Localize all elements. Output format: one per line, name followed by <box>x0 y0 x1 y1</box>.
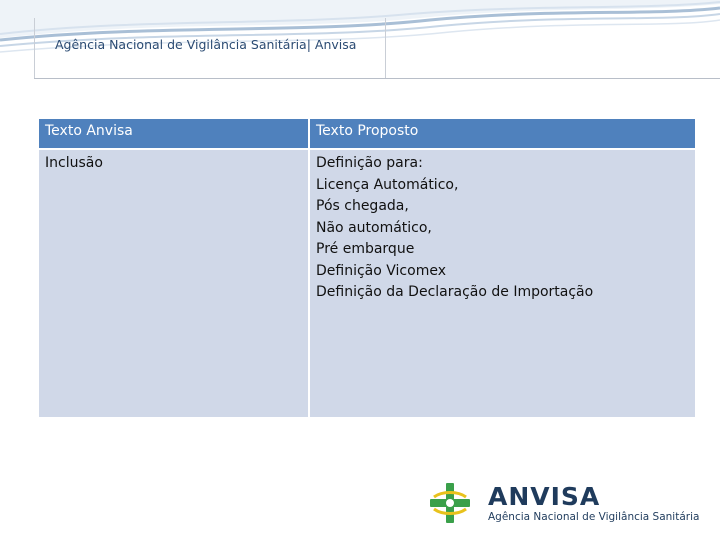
header-divider <box>34 78 720 79</box>
table-header-row <box>38 118 696 149</box>
cell-proposto-line: Definição para: <box>316 155 423 171</box>
cell-proposto-line: Definição Vicomex <box>316 262 446 279</box>
cell-anvisa <box>38 149 309 418</box>
table-header-proposto: Texto Proposto <box>309 118 696 149</box>
comparison-table <box>37 117 697 419</box>
logo-wordmark: ANVISA <box>488 482 601 511</box>
page-header-title: Agência Nacional de Vigilância Sanitária| Anvisa <box>55 37 357 52</box>
cell-proposto-line: Definição da Declaração de Importação <box>316 284 594 300</box>
anvisa-cross-icon <box>428 481 472 525</box>
cell-proposto-line: Não automático, <box>316 219 432 236</box>
table-header-anvisa: Texto Anvisa <box>38 118 309 149</box>
cell-proposto <box>309 149 696 418</box>
cell-anvisa-text: Inclusão <box>45 155 103 171</box>
logo-subtitle: Agência Nacional de Vigilância Sanitária <box>488 511 700 523</box>
table-row <box>38 149 696 418</box>
cell-proposto-line: Licença Automático, <box>316 176 459 193</box>
cell-proposto-line: Pré embarque <box>316 241 415 257</box>
cell-proposto-line: Pós chegada, <box>316 198 409 214</box>
anvisa-logo <box>428 481 698 529</box>
